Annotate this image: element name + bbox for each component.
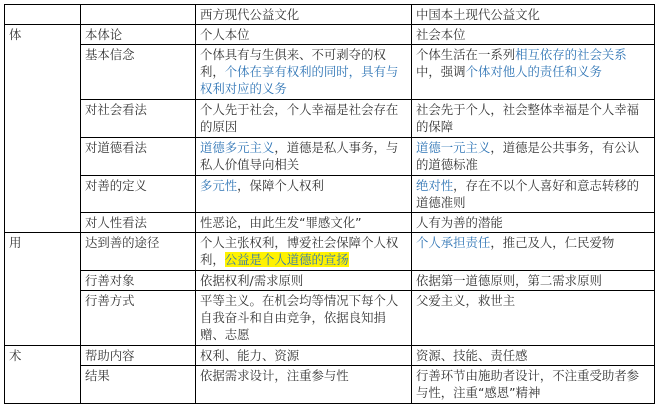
- emphasis-text: 个体对他人的责任和义务: [465, 63, 602, 79]
- western-cell: [196, 366, 412, 404]
- cell-text: 性恶论，由此生发“罪感文化”: [200, 215, 362, 231]
- chinese-cell: [412, 100, 655, 138]
- cell-text: 个人本位: [200, 26, 250, 42]
- cell-text: 行善环节由施助者设计，不注重受助者参与性，注重“感恩”精神: [416, 368, 640, 401]
- table-row: [5, 24, 655, 44]
- cell-text: 个体生活在一系列: [416, 46, 516, 62]
- western-cell: [196, 44, 412, 100]
- table-row: [5, 44, 655, 100]
- table-row: [5, 100, 655, 138]
- aspect-cell: 对道德看法: [81, 137, 196, 175]
- cell-text: ，道德是私人事务，与私人价值导向相关: [200, 139, 399, 172]
- emphasis-text: 道德一元主义: [416, 139, 491, 155]
- emphasis-text: 道德多元主义: [200, 139, 275, 155]
- aspect-cell: 结果: [81, 366, 196, 404]
- cell-text: ，保障个人权利: [237, 177, 324, 193]
- chinese-cell: [412, 290, 655, 346]
- cell-text: 人有为善的潜能: [416, 215, 503, 231]
- table-row: [5, 290, 655, 346]
- chinese-cell: [412, 233, 655, 271]
- emphasis-text: 绝对性: [416, 177, 454, 193]
- cell-text: ，推己及人，仁民爱物: [490, 235, 615, 251]
- aspect-cell: 行善方式: [81, 290, 196, 346]
- chinese-cell: [412, 366, 655, 404]
- western-cell: [196, 233, 412, 271]
- aspect-cell: 对善的定义: [81, 175, 196, 213]
- cell-text: 中，强调: [416, 63, 466, 79]
- aspect-cell: 帮助内容: [81, 346, 196, 366]
- chinese-cell: [412, 24, 655, 44]
- table-row: [5, 346, 655, 366]
- header-cell-aspect: [81, 5, 196, 25]
- western-cell: [196, 137, 412, 175]
- chinese-cell: [412, 213, 655, 233]
- cell-text: 依据需求设计，注重参与性: [200, 368, 349, 384]
- cell-text: 社会本位: [416, 26, 466, 42]
- aspect-cell: 达到善的途径: [81, 233, 196, 271]
- cell-text: ，存在不以个人喜好和意志转移的道德准则: [416, 177, 640, 210]
- western-cell: [196, 213, 412, 233]
- header-cell-western: 西方现代公益文化: [196, 5, 412, 25]
- table-row: [5, 137, 655, 175]
- group-label-cell: 术: [5, 346, 81, 404]
- cell-text: 个人主张权利，博爱社会保障个人权利，: [200, 235, 399, 268]
- chinese-cell: [412, 270, 655, 290]
- header-cell-group: [5, 5, 81, 25]
- cell-text: ，道德是公共事务，有公认的道德标准: [416, 139, 640, 172]
- cell-text: 权利、能力、资源: [200, 348, 300, 364]
- chinese-cell: [412, 175, 655, 213]
- cell-text: 平等主义。在机会均等情况下每个人自我奋斗和自由竞争，依据良知捐赠、志愿: [200, 292, 399, 342]
- cell-text: 依据权利/需求原则: [200, 272, 304, 288]
- western-cell: [196, 100, 412, 138]
- western-cell: [196, 270, 412, 290]
- western-cell: [196, 290, 412, 346]
- emphasis-text: 公益是个人道德的宣扬: [224, 252, 349, 268]
- emphasis-text: 个体在享有权利的同时，具有与权利对应的义务: [200, 63, 399, 96]
- table-row: [5, 233, 655, 271]
- aspect-cell: 行善对象: [81, 270, 196, 290]
- emphasis-text: 个人承担责任: [416, 235, 491, 251]
- chinese-cell: [412, 44, 655, 100]
- table-row: [5, 366, 655, 404]
- western-cell: [196, 346, 412, 366]
- emphasis-text: 多元性: [200, 177, 238, 193]
- table-row: [5, 175, 655, 213]
- group-label-cell: 体: [5, 24, 81, 232]
- cell-text: 个人先于社会，个人幸福是社会存在的原因: [200, 102, 399, 135]
- aspect-cell: 对人性看法: [81, 213, 196, 233]
- cell-text: 社会先于个人，社会整体幸福是个人幸福的保障: [416, 102, 640, 135]
- aspect-cell: 本体论: [81, 24, 196, 44]
- cell-text: 依据第一道德原则，第二需求原则: [416, 272, 602, 288]
- header-cell-chinese: 中国本土现代公益文化: [412, 5, 655, 25]
- table-row: [5, 270, 655, 290]
- table-row: [5, 213, 655, 233]
- aspect-cell: 基本信念: [81, 44, 196, 100]
- chinese-cell: [412, 346, 655, 366]
- chinese-cell: [412, 137, 655, 175]
- group-label-cell: 用: [5, 233, 81, 346]
- cell-text: 个体具有与生俱来、不可剥夺的权利，: [200, 46, 386, 79]
- western-cell: [196, 24, 412, 44]
- western-cell: [196, 175, 412, 213]
- comparison-table-body: [5, 5, 655, 404]
- aspect-cell: 对社会看法: [81, 100, 196, 138]
- comparison-table: [4, 4, 655, 404]
- cell-text: 父爱主义，救世主: [416, 292, 516, 308]
- emphasis-text: 相互依存的社会关系: [515, 46, 627, 62]
- header-row: [5, 5, 655, 25]
- cell-text: 资源、技能、责任感: [416, 348, 528, 364]
